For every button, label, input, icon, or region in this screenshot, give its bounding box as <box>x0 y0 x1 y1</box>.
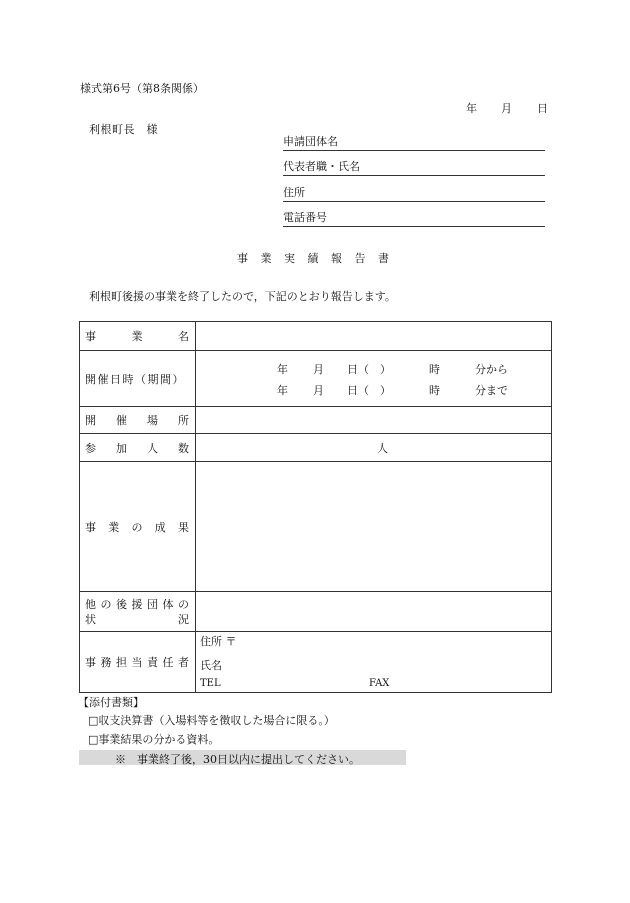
other-sponsors-label: 他 の 後 援 団 体 の 状 況 <box>80 592 196 632</box>
address-field[interactable] <box>283 187 545 202</box>
participants-label: 参 加 人 数 <box>80 434 196 462</box>
notice-text: ※ 事業終了後，30日以内に提出してください。 <box>115 753 360 766</box>
date-month: 月 <box>501 102 512 115</box>
phone-label: 電話番号 <box>283 211 327 224</box>
table-row <box>80 434 552 462</box>
intro-text: 利根町後援の事業を終了したので，下記のとおり報告します。 <box>89 290 396 303</box>
table-row <box>80 462 552 592</box>
contact-address-label: 住所 〒 <box>200 635 237 648</box>
date-day: 日 <box>537 102 548 115</box>
participants-unit: 人 <box>377 442 388 455</box>
attachment-item: □事業結果の分かる資料。 <box>88 733 220 746</box>
representative-label: 代表者職・氏名 <box>283 160 360 173</box>
org-name-label: 申請団体名 <box>283 135 338 148</box>
person-in-charge-label: 事 務 担 当 責 任 者 <box>80 632 196 693</box>
table-row <box>80 632 552 693</box>
contact-name-label: 氏名 <box>200 659 222 672</box>
participants-value[interactable] <box>196 434 552 462</box>
phone-field[interactable] <box>283 212 545 227</box>
venue-value[interactable] <box>196 407 552 434</box>
org-name-field[interactable] <box>283 136 545 151</box>
person-in-charge-value[interactable] <box>196 632 552 693</box>
table-row <box>80 407 552 434</box>
results-value[interactable] <box>196 462 552 592</box>
period-label: 開催日時（期間） <box>80 351 196 407</box>
other-sponsors-value[interactable] <box>196 592 552 632</box>
report-table <box>79 321 552 693</box>
table-row <box>80 322 552 351</box>
contact-tel-label: TEL <box>200 678 221 689</box>
period-value[interactable]: 年 月 日（ ） 時 分から 年 月 日（ ） 時 分まで <box>196 351 552 407</box>
attachments-heading: 【添付書類】 <box>78 696 144 709</box>
attachment-item: □収支決算書（入場料等を徴収した場合に限る。） <box>88 714 335 727</box>
recipient: 利根町長 様 <box>89 123 158 136</box>
date-year: 年 <box>466 102 477 115</box>
document-title: 事業実績報告書 <box>237 252 402 265</box>
date-line <box>0 100 630 114</box>
table-row <box>80 592 552 632</box>
project-name-value[interactable] <box>196 322 552 351</box>
contact-fax-label: FAX <box>369 678 390 689</box>
representative-field[interactable] <box>283 161 545 176</box>
results-label: 事 業 の 成 果 <box>80 462 196 592</box>
address-label: 住所 <box>283 186 305 199</box>
project-name-label: 事 業 名 <box>80 322 196 351</box>
venue-label: 開 催 場 所 <box>80 407 196 434</box>
form-number: 様式第6号（第8条関係） <box>80 82 204 95</box>
submission-notice <box>79 750 406 765</box>
table-row <box>80 351 552 407</box>
